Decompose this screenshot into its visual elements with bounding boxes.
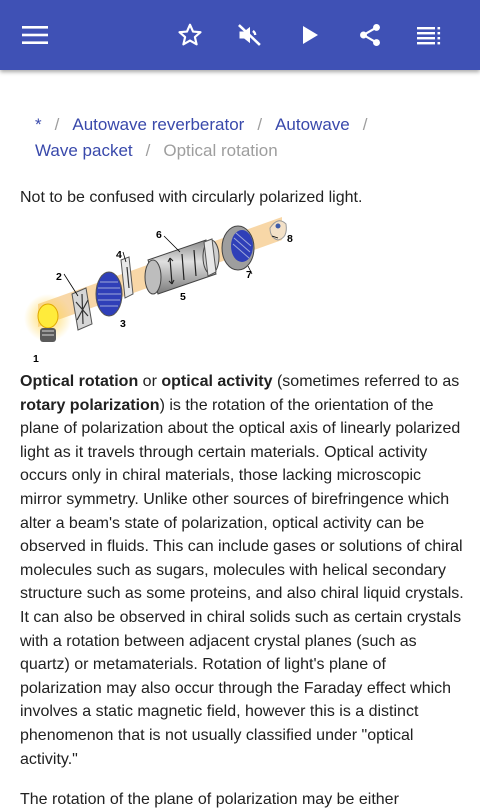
- volume-off-icon[interactable]: [230, 15, 270, 55]
- app-bar: [0, 0, 480, 70]
- next-paragraph: The rotation of the plane of polarization may be either: [20, 791, 399, 808]
- paragraph-text: ) is the rotation of the orientation of the plane of polarization about the optical axis of linearly polarized light as it travels through certain materials. Optical activity occurs only in chiral materials, those lacking microscopic mirror symmetry. Unlike other sources of birefringence which alter a beam's state of polarization, optical activity can be observed in fluids. This can include gases or solutions of chiral molecules such as sugars, molecules with helical secondary structure such as some proteins, and also chiral liquid crystals. It can also be observed in chiral solids such as certain crystals with a rotation between adjacent crystal planes (such as quartz) or metamaterials. Rotation of light's plane of polarization may also occur through the Faraday effect which involves a static magnetic field, however this is a distinct phenomenon that is not usually classified under "optical activity.": [20, 396, 464, 768]
- figure-label-2: 2: [56, 271, 62, 283]
- breadcrumb-current: Optical rotation: [163, 141, 278, 160]
- figure-label-1: 1: [33, 353, 39, 365]
- breadcrumb-separator: /: [257, 115, 263, 134]
- article-paragraph: [20, 370, 465, 771]
- figure-label-8: 8: [287, 233, 293, 245]
- toc-icon[interactable]: [410, 15, 450, 55]
- figure-label-5: 5: [180, 291, 186, 303]
- menu-icon[interactable]: [15, 15, 55, 55]
- breadcrumb-separator: /: [362, 115, 368, 134]
- breadcrumb-link-wave-packet[interactable]: Wave packet: [35, 141, 133, 160]
- paragraph-text: or: [138, 373, 162, 390]
- breadcrumb-link-autowave[interactable]: Autowave: [275, 115, 350, 134]
- breadcrumb-separator: /: [145, 141, 151, 160]
- figure-label-4: 4: [116, 249, 122, 261]
- term-optical-activity: optical activity: [161, 373, 273, 390]
- share-icon[interactable]: [350, 15, 390, 55]
- figure-label-3: 3: [120, 318, 126, 330]
- breadcrumb: [35, 112, 465, 164]
- figure-label-7: 7: [246, 269, 252, 281]
- figure-label-6: 6: [156, 229, 162, 241]
- analyzer: [222, 226, 254, 270]
- play-icon[interactable]: [290, 15, 330, 55]
- polarimeter-figure[interactable]: [20, 212, 300, 366]
- breadcrumb-link-autowave-reverberator[interactable]: Autowave reverberator: [72, 115, 245, 134]
- breadcrumb-link-home[interactable]: *: [35, 115, 42, 134]
- breadcrumb-separator: /: [54, 115, 60, 134]
- term-rotary-polarization: rotary polarization: [20, 396, 160, 414]
- term-optical-rotation: Optical rotation: [20, 373, 139, 390]
- star-icon[interactable]: [170, 15, 210, 55]
- hatnote-text[interactable]: Not to be confused with circularly polarized light.: [20, 189, 363, 206]
- lamp: [38, 304, 58, 342]
- hatnote: [20, 186, 362, 210]
- paragraph-text: (sometimes referred to as: [272, 373, 460, 390]
